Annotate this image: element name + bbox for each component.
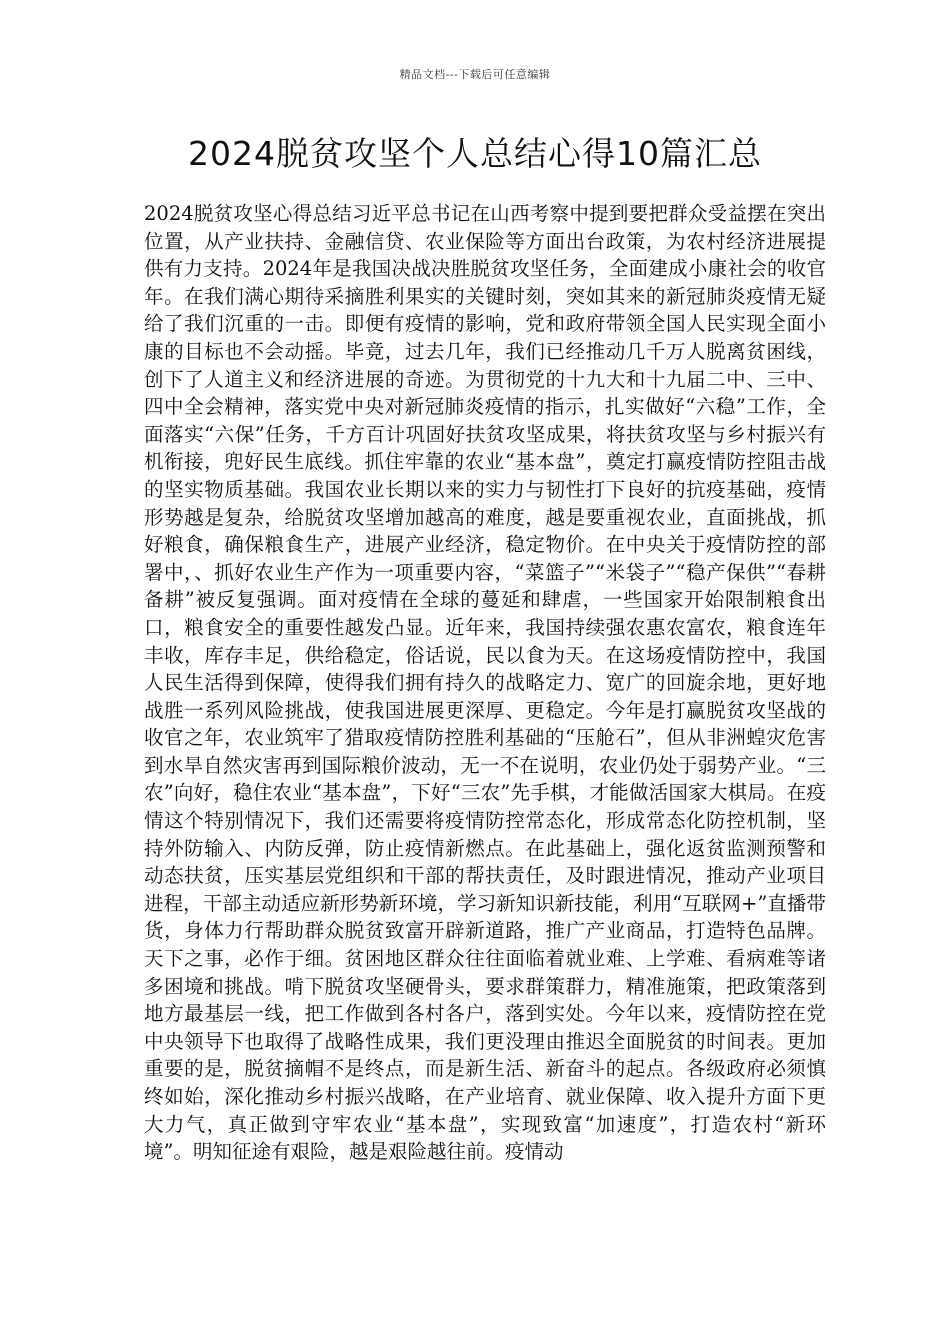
body-paragraph: 2024脱贫攻坚心得总结习近平总书记在山西考察中提到要把群众受益摆在突出位置，从产业扶持、金融信贷、农业保险等方面出台政策，为农村经济进展提供有力支持。2024年是我国决战决胜脱贫攻坚任务，全面建成小康社会的收官年。在我们满心期待采摘胜利果实的关键时刻，突如其来的新冠肺炎疫情无疑给了我们沉重的一击。即便有疫情的影响，党和政府带领全国人民实现全面小康的目标也不会动摇。毕竟，过去几年，我们已经推动几千万人脱离贫困线，创下了人道主义和经济进展的奇迹。为贯彻党的十九大和十九届二中、三中、四中全会精神，落实党中央对新冠肺炎疫情的指示，扎实做好“六稳”工作，全面落实“六保”任务，千方百计巩固好扶贫攻坚成果，将扶贫攻坚与乡村振兴有机衔接，兜好民生底线。抓住牢靠的农业“基本盘”，奠定打赢疫情防控阻击战的坚实物质基础。我国农业长期以来的实力与韧性打下良好的抗疫基础，疫情形势越是复杂，给脱贫攻坚增加越高的难度，越是要重视农业，直面挑战，抓好粮食，确保粮食生产，进展产业经济，稳定物价。在中央关于疫情防控的部署中，、抓好农业生产作为一项重要内容，“菜篮子”“米袋子”“稳产保供”“春耕备耕”被反复强调。面对疫情在全球的蔓延和肆虐，一些国家开始限制粮食出口，粮食安全的重要性越发凸显。近年来，我国持续强农惠农富农，粮食连年丰收，库存丰足，供给稳定，俗话说，民以食为天。在这场疫情防控中，我国人民生活得到保障，使得我们拥有持久的战略定力、宽广的回旋余地，更好地战胜一系列风险挑战，使我国进展更深厚、更稳定。今年是打赢脱贫攻坚战的收官之年，农业筑牢了猎取疫情防控胜利基础的“压舱石”，但从非洲蝗灾危害到水旱自然灾害再到国际粮价波动，无一不在说明，农业仍处于弱势产业。“三农”向好，稳住农业“基本盘”，下好“三农”先手棋，才能做活国家大棋局。在疫情这个特别情况下，我们还需要将疫情防控常态化，形成常态化防控机制，坚持外防输入、内防反弹，防止疫情新燃点。在此基础上，强化返贫监测预警和动态扶贫，压实基层党组织和干部的帮扶责任，及时跟进情况，推动产业项目进程，干部主动适应新形势新环境，学习新知识新技能，利用“互联网+”直播带货，身体力行帮助群众脱贫致富开辟新道路，推广产业商品，打造特色品牌。天下之事，必作于细。贫困地区群众往往面临着就业难、上学难、看病难等诸多困境和挑战。啃下脱贫攻坚硬骨头，要求群策群力，精准施策，把政策落到地方最基层一线，把工作做到各村各户，落到实处。今年以来，疫情防控在党中央领导下也取得了战略性成果，我们更没理由推迟全面脱贫的时间表。更加重要的是，脱贫摘帽不是终点，而是新生活、新奋斗的起点。各级政府必须慎终如始，深化推动乡村振兴战略，在产业培育、就业保障、收入提升方面下更大力气，真正做到守牢农业“基本盘”，实现致富“加速度”，打造农村“新环境”。明知征途有艰险，越是艰险越往前。疫情动 — [144, 202, 826, 1164]
header-note: 精品文档---下载后可任意编辑 — [399, 68, 551, 81]
document-title: 2024脱贫攻坚个人总结心得10篇汇总 — [188, 134, 762, 173]
